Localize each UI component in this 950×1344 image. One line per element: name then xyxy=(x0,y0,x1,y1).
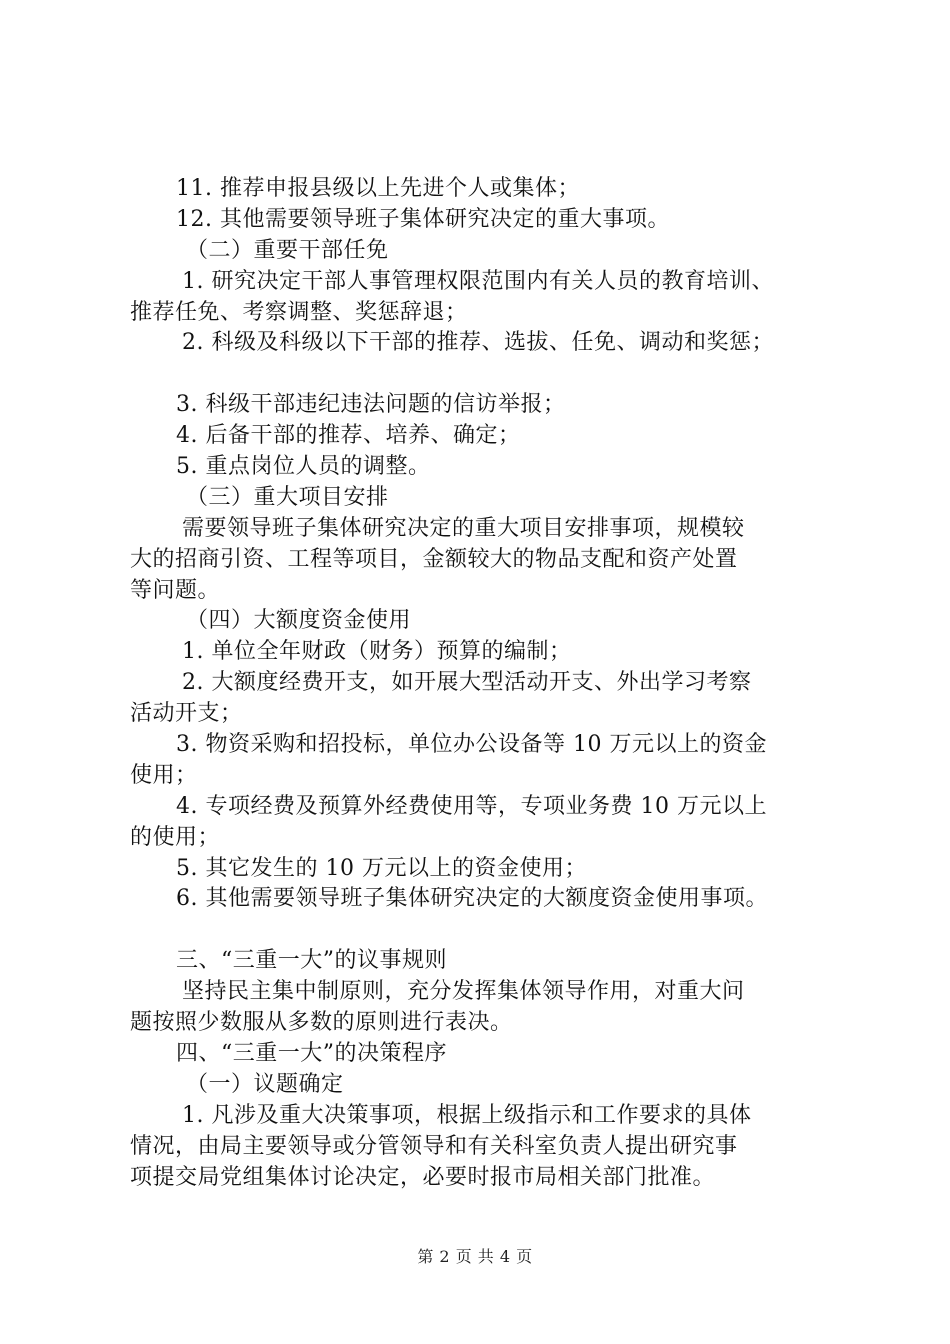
section-heading: （一）议题确定 xyxy=(186,1071,344,1097)
list-item: 2. 大额度经费开支，如开展大型活动开支、外出学习考察 xyxy=(182,670,752,696)
section-heading: （二）重要干部任免 xyxy=(186,237,389,263)
paragraph-line: 坚持民主集中制原则，充分发挥集体领导作用，对重大问 xyxy=(182,979,745,1005)
section-heading: （三）重大项目安排 xyxy=(186,484,389,510)
paragraph-line: 项提交局党组集体讨论决定，必要时报市局相关部门批准。 xyxy=(130,1164,716,1190)
document-body xyxy=(130,174,830,1193)
paragraph-line: 情况，由局主要领导或分管领导和有关科室负责人提出研究事 xyxy=(130,1133,738,1159)
list-item: 3. 科级干部违纪违法问题的信访举报； xyxy=(176,392,566,418)
list-item: 11. 推荐申报县级以上先进个人或集体； xyxy=(176,176,580,201)
blank-line xyxy=(130,359,830,390)
list-item: 3. 物资采购和招投标，单位办公设备等 10 万元以上的资金 xyxy=(176,732,767,758)
list-item: 1. 单位全年财政（财务）预算的编制； xyxy=(182,639,572,665)
blank-line xyxy=(130,915,830,946)
list-item-continuation: 使用； xyxy=(130,762,198,788)
paragraph-line: 需要领导班子集体研究决定的重大项目安排事项，规模较 xyxy=(182,515,745,541)
list-item: 6. 其他需要领导班子集体研究决定的大额度资金使用事项。 xyxy=(176,886,768,912)
list-item: 5. 其它发生的 10 万元以上的资金使用； xyxy=(176,855,587,881)
list-item: 2. 科级及科级以下干部的推荐、选拔、任免、调动和奖惩； xyxy=(182,330,774,356)
list-item: 1. 研究决定干部人事管理权限范围内有关人员的教育培训、 xyxy=(182,268,774,294)
list-item-continuation: 推荐任免、考察调整、奖惩辞退； xyxy=(130,299,468,325)
paragraph-line: 题按照少数服从多数的原则进行表决。 xyxy=(130,1010,513,1036)
paragraph-line: 1. 凡涉及重大决策事项，根据上级指示和工作要求的具体 xyxy=(182,1102,752,1128)
list-item: 4. 后备干部的推荐、培养、确定； xyxy=(176,423,521,449)
section-heading: 三、“三重一大”的议事规则 xyxy=(176,948,447,974)
paragraph-line: 大的招商引资、工程等项目，金额较大的物品支配和资产处置 xyxy=(130,546,738,572)
list-item: 4. 专项经费及预算外经费使用等，专项业务费 10 万元以上 xyxy=(176,793,767,819)
section-heading: （四）大额度资金使用 xyxy=(186,608,412,634)
list-item: 12. 其他需要领导班子集体研究决定的重大事项。 xyxy=(176,206,670,232)
list-item: 5. 重点岗位人员的调整。 xyxy=(176,454,431,480)
list-item-continuation: 活动开支； xyxy=(130,701,243,727)
page-footer: 第 2 页 共 4 页 xyxy=(417,1247,533,1266)
section-heading: 四、“三重一大”的决策程序 xyxy=(176,1040,447,1066)
paragraph-line: 等问题。 xyxy=(130,577,221,603)
list-item-continuation: 的使用； xyxy=(130,824,221,850)
